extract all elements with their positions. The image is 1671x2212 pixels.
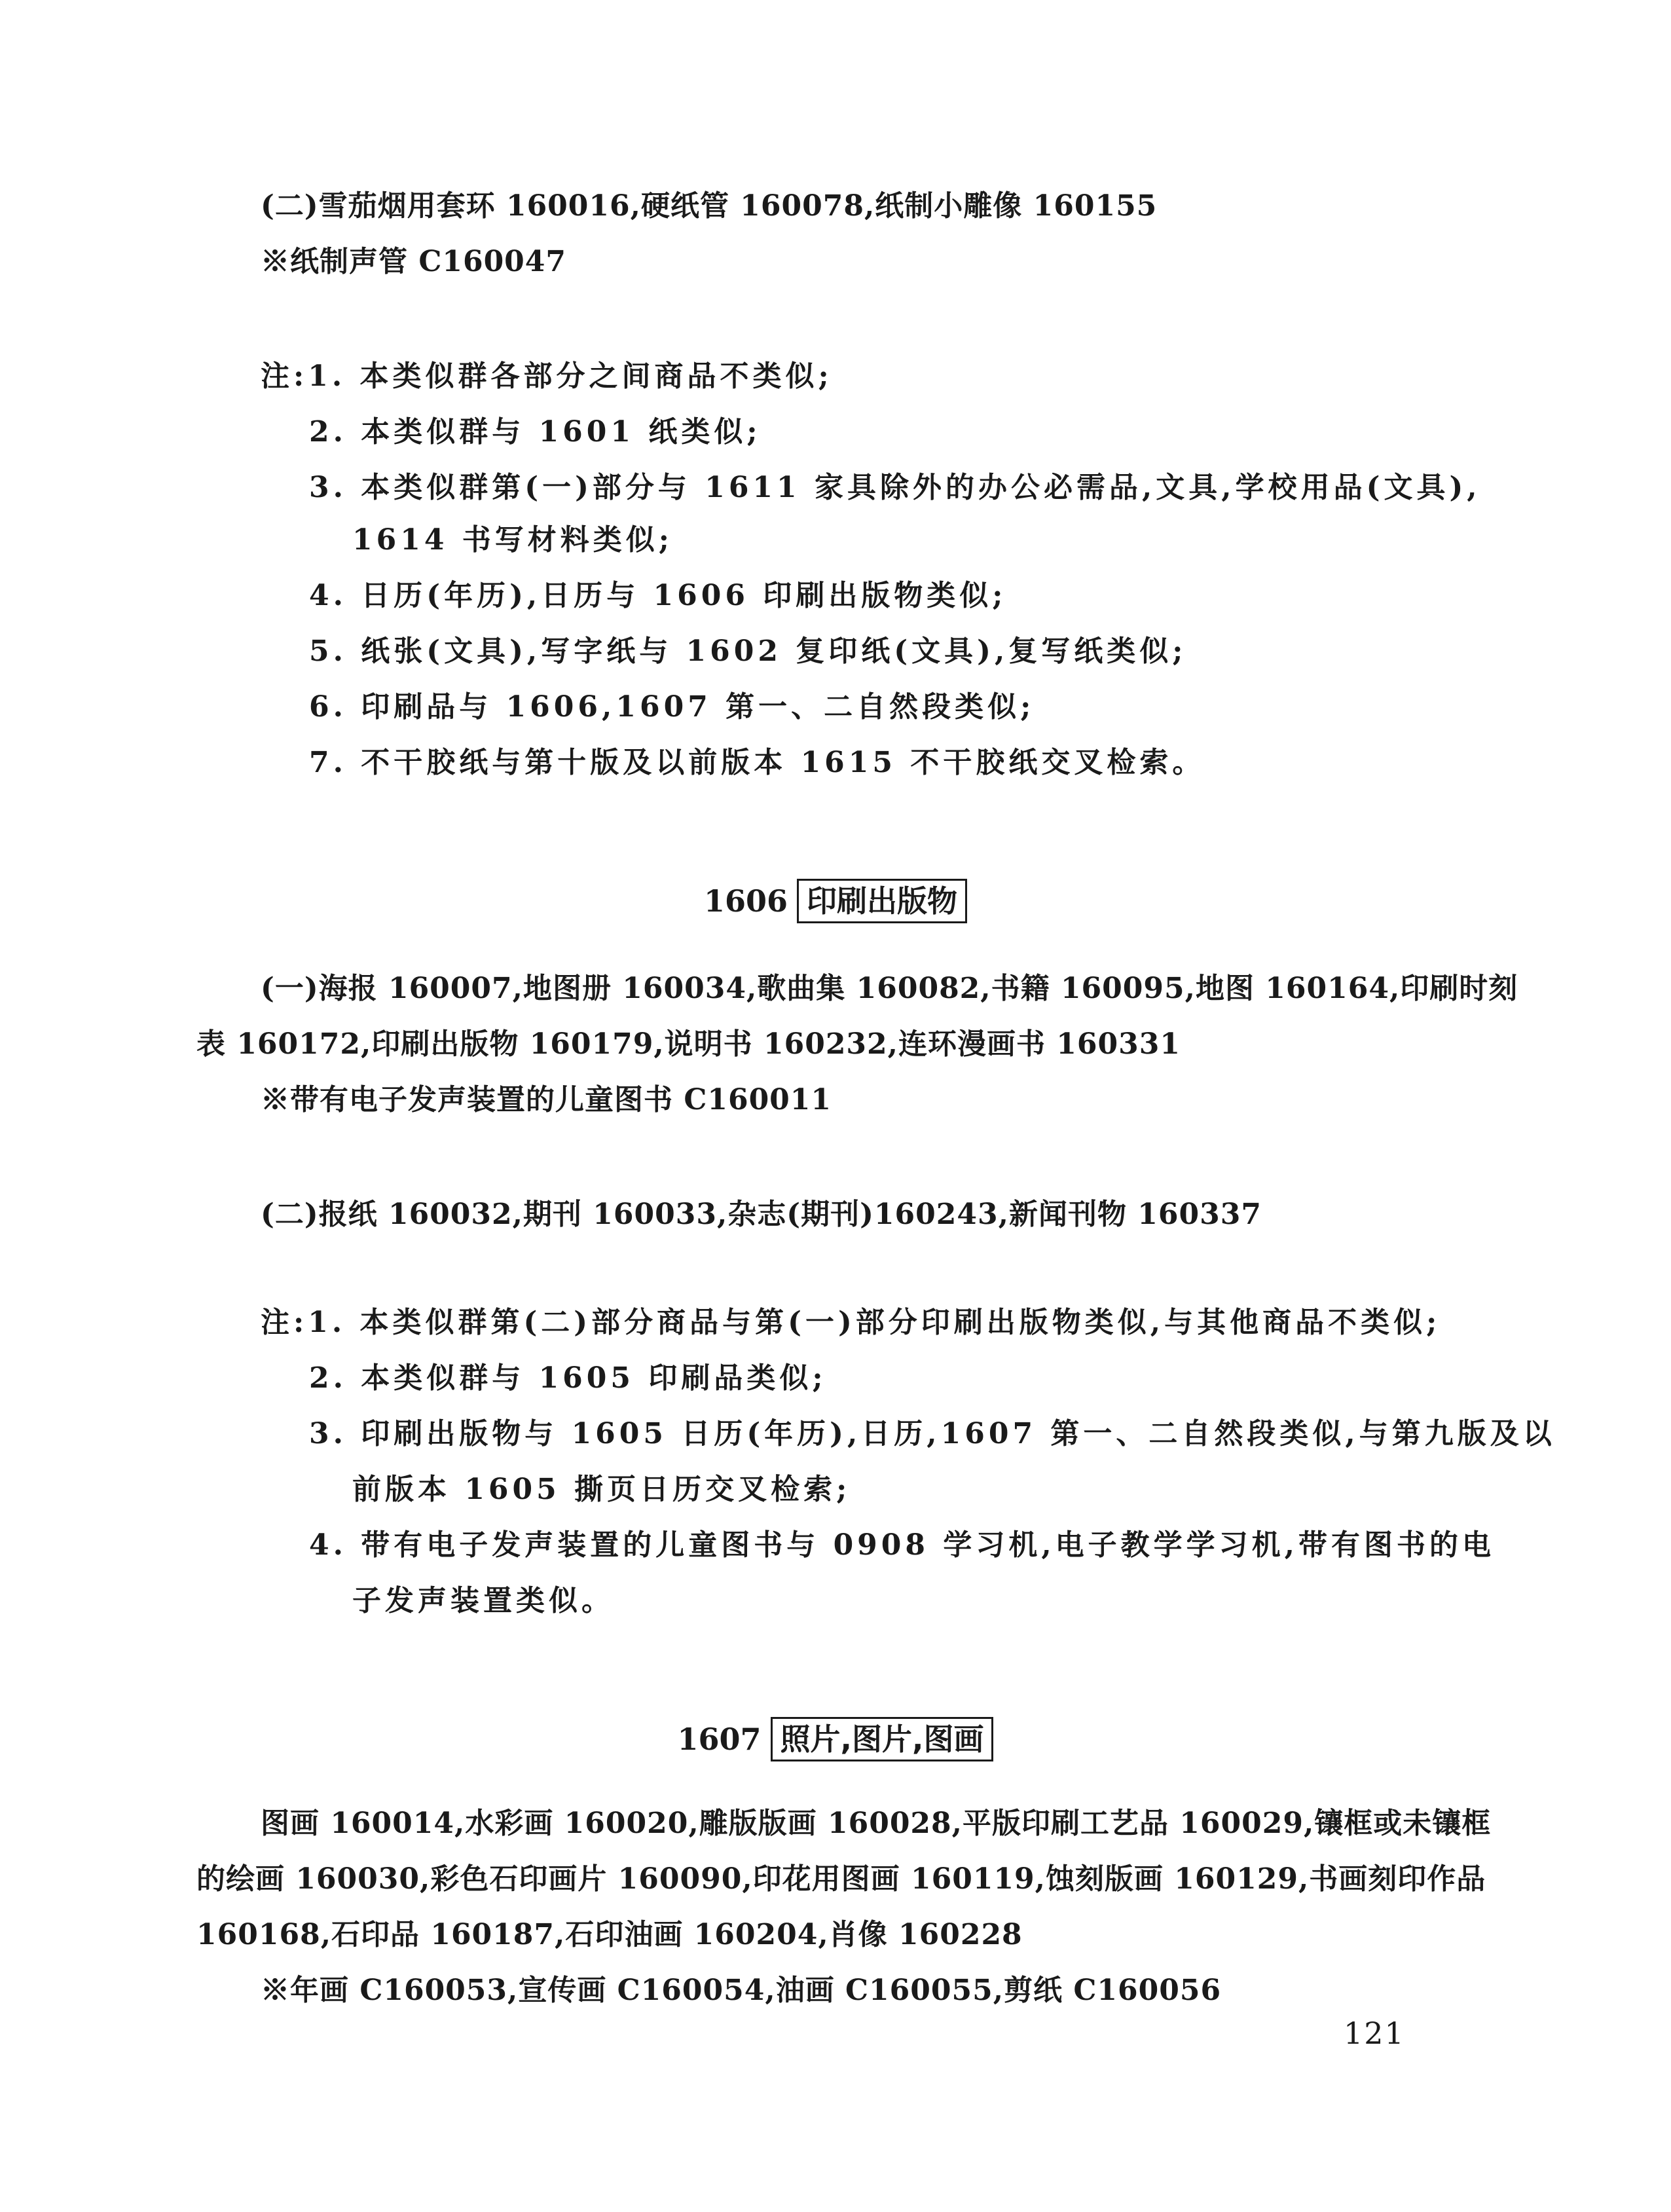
paintings-line-1: 图画 160014,水彩画 160020,雕版版画 160028,平版印刷工艺品 160029,镶框或未镶框 [261,1807,1492,1840]
note-3-continued: 1614 书写材料类似; [352,523,674,557]
note-1: 注:1. 本类似群各部分之间商品不类似; [261,359,833,393]
section-code: 1607 [677,1722,762,1757]
special-item-line: ※年画 C160053,宣传画 C160054,油画 C160055,剪纸 C160056 [261,1974,1222,2007]
section-title-box: 印刷出版物 [797,879,967,923]
group-2-cigar-items: (二)雪茄烟用套环 160016,硬纸管 160078,纸制小雕像 160155 [261,189,1158,223]
note-5: 5. 纸张(文具),写字纸与 1602 复印纸(文具),复写纸类似; [309,635,1187,668]
note-4: 4. 带有电子发声装置的儿童图书与 0908 学习机,电子教学学习机,带有图书的电 [309,1528,1495,1562]
paintings-line-3: 160168,石印品 160187,石印油画 160204,肖像 160228 [196,1918,1023,1951]
paintings-line-2: 的绘画 160030,彩色石印画片 160090,印花用图画 160119,蚀刻版画 160129,书画刻印作品 [196,1862,1486,1896]
group-1-publications: (一)海报 160007,地图册 160034,歌曲集 160082,书籍 160095,地图 160164,印刷时刻 [261,972,1518,1005]
note-7: 7. 不干胶纸与第十版及以前版本 1615 不干胶纸交叉检索。 [309,746,1205,779]
note-2: 2. 本类似群与 1601 纸类似; [309,415,762,449]
section-code: 1606 [703,883,788,919]
group-2-periodicals: (二)报纸 160032,期刊 160033,杂志(期刊)160243,新闻刊物 160337 [261,1198,1262,1231]
section-title-box: 照片,图片,图画 [771,1717,994,1761]
note-3: 3. 本类似群第(一)部分与 1611 家具除外的办公必需品,文具,学校用品(文具), [309,471,1481,504]
special-item-line: ※带有电子发声装置的儿童图书 C160011 [261,1083,832,1116]
note-2: 2. 本类似群与 1605 印刷品类似; [309,1361,827,1395]
note-1: 注:1. 本类似群第(二)部分商品与第(一)部分印刷出版物类似,与其他商品不类似; [261,1306,1441,1339]
group-1-publications-continued: 表 160172,印刷出版物 160179,说明书 160232,连环漫画书 160331 [196,1027,1181,1061]
page-number: 121 [1344,2016,1405,2051]
note-3-continued: 前版本 1605 撕页日历交叉检索; [352,1473,851,1506]
note-6: 6. 印刷品与 1606,1607 第一、二自然段类似; [309,690,1035,724]
note-4-continued: 子发声装置类似。 [352,1584,614,1617]
special-item-line: ※纸制声管 C160047 [261,245,567,278]
note-4: 4. 日历(年历),日历与 1606 印刷出版物类似; [309,579,1007,612]
section-heading-1606 [0,877,1671,925]
section-heading-1607 [0,1716,1671,1763]
note-3: 3. 印刷出版物与 1605 日历(年历),日历,1607 第一、二自然段类似,与第九版及以 [309,1417,1556,1450]
